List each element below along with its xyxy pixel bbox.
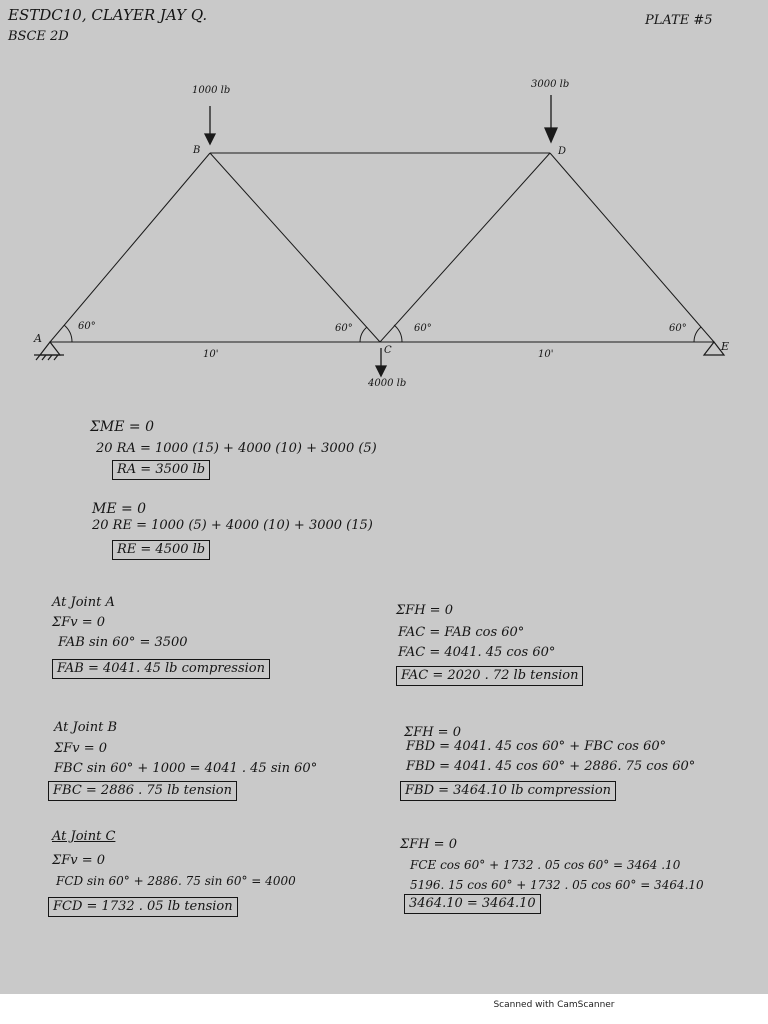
angle-arc-e xyxy=(694,327,701,342)
joint-c-fce-calc: 5196. 15 cos 60° + 1732 . 05 cos 60° = 3464.10 xyxy=(410,878,704,892)
reaction-eq-a: 20 RA = 1000 (15) + 4000 (10) + 3000 (5) xyxy=(96,441,377,456)
angle-label-cd: 60° xyxy=(414,323,432,334)
member-bc xyxy=(210,153,380,342)
joint-b-fbd-calc: FBD = 4041. 45 cos 60° + 2886. 75 cos 60° xyxy=(406,759,696,774)
joint-b-eq: FBC sin 60° + 1000 = 4041 . 45 sin 60° xyxy=(54,761,318,776)
scanner-watermark xyxy=(0,1000,768,1010)
reaction-e-result: RE = 4500 lb xyxy=(112,540,210,560)
joint-a-fac-calc: FAC = 4041. 45 cos 60° xyxy=(398,645,556,660)
span-label-ce: 10' xyxy=(538,349,554,360)
section-label: BSCE 2D xyxy=(8,29,69,44)
node-label-b: B xyxy=(193,145,201,156)
load-label-d: 3000 lb xyxy=(531,79,570,90)
member-de xyxy=(550,153,714,342)
member-ab xyxy=(50,153,210,342)
joint-a-result: FAB = 4041. 45 lb compression xyxy=(52,659,270,679)
moment-eq-e: ΣME = 0 xyxy=(90,419,154,435)
member-cd xyxy=(380,153,550,342)
joint-b-result: FBC = 2886 . 75 lb tension xyxy=(48,781,237,801)
angle-label-a: 60° xyxy=(78,321,96,332)
joint-a-eq: FAB sin 60° = 3500 xyxy=(58,635,188,650)
node-label-e: E xyxy=(721,340,730,353)
joint-c-fce-eq: FCE cos 60° + 1732 . 05 cos 60° = 3464 .10 xyxy=(410,858,681,872)
joint-b-title: At Joint B xyxy=(54,720,117,735)
plate-number: PLATE #5 xyxy=(645,13,713,28)
node-label-c: C xyxy=(384,345,392,356)
reaction-a-result: RA = 3500 lb xyxy=(112,460,210,480)
joint-b-sum-fh: ΣFH = 0 xyxy=(404,725,461,740)
joint-b-fbd-result: FBD = 3464.10 lb compression xyxy=(400,781,616,801)
joint-a-sum-fh: ΣFH = 0 xyxy=(396,603,453,618)
load-label-c: 4000 lb xyxy=(368,378,407,389)
scanner-text: Scanned with CamScanner xyxy=(493,1000,615,1010)
joint-c-sum-fh: ΣFH = 0 xyxy=(400,837,457,852)
angle-arc-cb xyxy=(360,327,367,342)
angle-arc-a xyxy=(64,325,72,342)
joint-b-fbd-eq: FBD = 4041. 45 cos 60° + FBC cos 60° xyxy=(406,739,667,754)
moment-eq-a: ME = 0 xyxy=(92,501,147,517)
angle-arc-cd xyxy=(394,325,402,342)
load-label-b: 1000 lb xyxy=(192,85,231,96)
span-label-ac: 10' xyxy=(203,349,219,360)
joint-a-fac-eq: FAC = FAB cos 60° xyxy=(398,625,525,640)
joint-c-result: FCD = 1732 . 05 lb tension xyxy=(48,897,238,917)
joint-c-check-result: 3464.10 = 3464.10 xyxy=(404,894,541,914)
joint-b-sum-fv: ΣFv = 0 xyxy=(54,741,107,756)
joint-a-fac-result: FAC = 2020 . 72 lb tension xyxy=(396,666,583,686)
joint-c-eq: FCD sin 60° + 2886. 75 sin 60° = 4000 xyxy=(56,874,296,888)
joint-a-sum-fv: ΣFv = 0 xyxy=(52,615,105,630)
angle-label-cb: 60° xyxy=(335,323,353,334)
course-student-name: ESTDC10, CLAYER JAY Q. xyxy=(8,6,208,24)
node-label-a: A xyxy=(34,332,42,345)
joint-a-title: At Joint A xyxy=(52,595,115,610)
joint-c-title: At Joint C xyxy=(52,829,116,844)
joint-c-sum-fv: ΣFv = 0 xyxy=(52,853,105,868)
reaction-eq-e: 20 RE = 1000 (5) + 4000 (10) + 3000 (15) xyxy=(92,518,373,533)
angle-label-e: 60° xyxy=(669,323,687,334)
node-label-d: D xyxy=(558,146,567,157)
